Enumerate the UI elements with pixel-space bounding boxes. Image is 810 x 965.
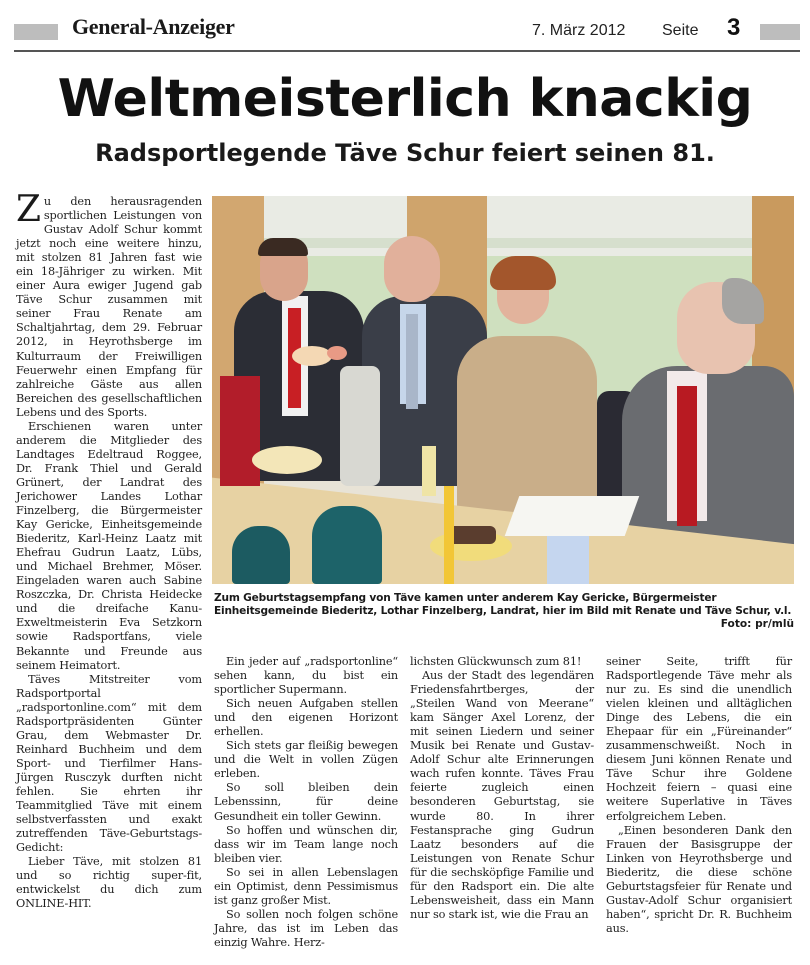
- article-headline: Weltmeisterlich knackig: [57, 69, 753, 129]
- photo-coffee-pot-1: [232, 526, 290, 584]
- paragraph-text: u den herausragenden sportlichen Leistungen von Gustav Adolf Schur kommt jetzt noch eine weitere hinzu, mit stolzen 81 Jahren fast wie ein 18-Jähriger zu wirken. Mit einer Aura ewiger Jugend gab Täve Schur zusammen mit seiner Frau Renate am Schaltjahrtag, dem 29. Februar 2012, in Heyrothsberge im Kulturraum der Freiwilligen Feuerwehr einen Empfang für zahlreiche Gäste aus allen Bereichen des gesellschaftlichen Lebens und des Sports.: [16, 195, 202, 419]
- article-column-4: [606, 655, 792, 936]
- paragraph: So sollen noch folgen schöne Jahre, das ist im Leben das einzig Wahre. Herz-: [214, 907, 398, 949]
- paragraph: So sei in allen Lebenslagen ein Optimist, denn Pessimismus ist ganz großer Mist.: [214, 865, 398, 907]
- photo-person-3-hair: [490, 256, 556, 290]
- article-column-3: [410, 655, 594, 922]
- article-column-1: [16, 189, 202, 911]
- photo-gift-wrap: [340, 366, 380, 486]
- photo-person-1-hair: [258, 238, 308, 256]
- paragraph: seiner Seite, trifft für Radsportlegende Täve mehr als nur zu. Es sind die unendlich vielen kleinen und alltäglichen Dinge des Lebens, die ein Ehepaar für ein „Füreinander“ zusammenschweißt. Noch in diesem Juni können Renate und Täve Schur ihre Goldene Hochzeit feiern – quasi eine weitere Superlative in Täves erfolgreichem Leben.: [606, 655, 792, 823]
- photo-caption: Zum Geburtstagsempfang von Täve kamen unter anderem Kay Gericke, Bürgermeister Einheitsgemeinde Biederitz, Lothar Finzelberg, Landrat, hier im Bild mit Renate und Täve Schur, v.l.: [214, 592, 792, 617]
- masthead-divider: [14, 50, 800, 52]
- paragraph: „Einen besonderen Dank den Frauen der Basisgruppe der Linken von Heyrothsberge und Biederitz, die diese schöne Geburtstagsfeier für Renate und Gustav-Adolf Schur organisiert haben“, spricht Dr. R. Buchheim aus.: [606, 823, 792, 935]
- photo-gift-box: [547, 536, 589, 584]
- newspaper-name: General-Anzeiger: [72, 14, 235, 39]
- masthead-bar-left: [14, 24, 58, 40]
- photo-papers: [505, 496, 640, 536]
- article-subheadline: Radsportlegende Täve Schur feiert seinen 81.: [95, 139, 715, 167]
- paragraph: So hoffen und wünschen dir, dass wir im Team lange noch bleiben vier.: [214, 823, 398, 865]
- photo-candle: [444, 486, 454, 584]
- photo-person-2-head: [384, 236, 440, 302]
- paragraph: So soll bleiben dein Lebenssinn, für deine Gesundheit ein toller Gewinn.: [214, 781, 398, 823]
- photo-flowers: [292, 346, 332, 366]
- masthead-bar-right: [760, 24, 800, 40]
- paragraph: Sich neuen Aufgaben stellen und den eigenen Horizont erhellen.: [214, 697, 398, 739]
- paragraph: Aus der Stadt des legendären Friedensfahrtberges, der „Steilen Wand von Meerane“ kam Sänger Axel Lorenz, der mit seinen Liedern und seiner Musik bei Renate und Gustav-Adolf Schur alte Erinnerungen wach rufen konnte. Täves Frau feierte zugleich einen besonderen Geburtstag, sie wurde 80. In ihrer Festansprache ging Gudrun Laatz besonders auf die Leistungen von Renate Schur für die sechsköpfige Familie und für den Radsport ein. Die alte Lebensweisheit, dass ein Mann nur so stark ist, wie die Frau an: [410, 669, 594, 921]
- photo-credit: Foto: pr/mlü: [720, 618, 794, 630]
- photo-coffee-pot-2: [312, 506, 382, 584]
- paragraph: [16, 189, 202, 420]
- paragraph: lichsten Glückwunsch zum 81!: [410, 655, 582, 668]
- article-photo: [212, 196, 794, 584]
- photo-plate-food: [252, 446, 322, 474]
- paragraph: Erschienen waren unter anderem die Mitglieder des Landtages Edeltraud Roggee, Dr. Frank Thiel und Gerald Grünert, der Landrat des Jerichower Landes Lothar Finzelberg, die Bürgermeister Kay Gericke, Einheitsgemeinde Biederitz, Karl-Heinz Laatz mit Ehefrau Gudrun Laatz, Lübs, und Michael Brehmer, Möser. Eingeladen waren auch Sabine Roszczka, Dr. Christa Heidecke und die dreifache Kanu-Exweltmeisterin Eva Setzkorn sowie Radsportfans, viele Bekannte und Freunde aus seinem Heimatort.: [16, 419, 202, 672]
- photo-person-4-tie: [677, 386, 697, 526]
- page-label: Seite: [662, 22, 699, 39]
- article-column-2: [214, 655, 398, 950]
- photo-gift-bag: [220, 376, 260, 486]
- paragraph: Sich stets gar fleißig bewegen und die Welt in vollen Zügen erleben.: [214, 739, 398, 781]
- photo-person-2-tie: [406, 314, 418, 409]
- photo-flower-pink: [327, 346, 347, 360]
- paragraph: Täves Mitstreiter vom Radsportportal „radsportonline.com“ mit dem Radsportpräsidenten Günter Grau, dem Webmaster Dr. Reinhard Buchheim und dem Sport- und Tierfilmer Hans-Jürgen Rusczyk durften nicht fehlen. Sie ehrten ihr Teammitglied Täve mit einem selbstverfassten und exakt zutreffenden Täve-Geburtstags-Gedicht:: [16, 672, 202, 855]
- paragraph: Ein jeder auf „radsportonline“ sehen kann, du bist ein sportlicher Supermann.: [214, 655, 398, 697]
- issue-date: 7. März 2012: [532, 22, 626, 39]
- paragraph: Lieber Täve, mit stolzen 81 und so richtig super-fit, entwickelst du dich zum ONLINE-HIT.: [16, 855, 202, 911]
- photo-champagne-glass: [422, 446, 436, 496]
- page-number: 3: [727, 14, 741, 41]
- drop-cap: Z: [16, 189, 41, 230]
